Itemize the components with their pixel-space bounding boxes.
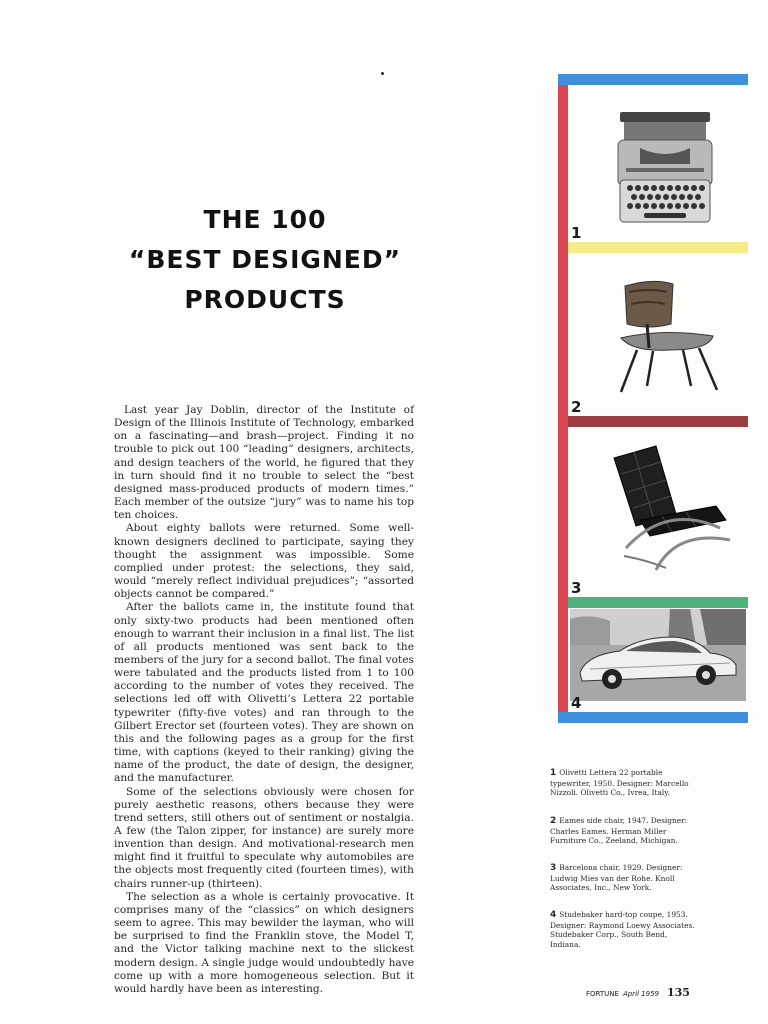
caption-text: Olivetti Lettera 22 portable typewriter, 1950. Designer: Marcello Nizzoli. Olivetti Co., Ivrea, Italy. (550, 768, 689, 798)
caption-number: 1 (550, 768, 557, 778)
article-title (100, 200, 430, 320)
blue-band-bottom (558, 712, 748, 723)
chair-icon (613, 278, 723, 398)
green-band (568, 597, 748, 608)
lounge-chair-icon (606, 444, 736, 574)
caption-number: 2 (550, 816, 557, 826)
blue-band-top (558, 74, 748, 85)
maroon-band (568, 416, 748, 427)
typewriter-icon (610, 108, 720, 228)
printer-dot (381, 72, 384, 75)
title-line-3: PRODUCTS (184, 285, 346, 314)
red-vertical-bar (558, 85, 568, 715)
caption-4 (550, 910, 698, 949)
title-line-1: THE 100 (203, 205, 327, 234)
body-paragraph: About eighty ballots were returned. Some well-known designers declined to participate, saying they thought the assignment was impossible. Some complied under protest: the selections, they said, would “merely reflect individual prejudices”; “assorted objects cannot be compared.” (114, 522, 414, 601)
body-paragraph: Last year Jay Doblin, director of the Institute of Design of the Illinois Institute of Technology, embarked on a fascinating—and brash—project. Finding it no trouble to pick out 100 “leading” designers, architects, and design teachers of the world, he figured that they in turn should find it no trouble to select the “best designed mass-produced products of modern times.” Each member of the outsize “jury” was to name his top ten choices. (114, 404, 414, 522)
caption-2 (550, 816, 698, 846)
body-paragraph: Some of the selections obviously were chosen for purely aesthetic reasons, others because they were trend setters, still others out of sentiment or nostalgia. A few (the Talon zipper, for instance) are surely more invention than design. And motivational-research men might find it fruitful to speculate why automobiles are the objects most frequently cited (fourteen times), with chairs runner-up (thirteen). (114, 785, 414, 890)
caption-text: Barcelona chair, 1929. Designer: Ludwig Mies van der Rohe. Knoll Associates, Inc., New York. (550, 863, 683, 893)
article-body (114, 404, 414, 996)
figure-number: 2 (571, 398, 582, 416)
caption-text: Studebaker hard-top coupe, 1953. Designer: Raymond Loewy Associates. Studebaker Corp., South Bend, Indiana. (550, 910, 695, 949)
caption-text: Eames side chair, 1947. Designer: Charles Eames. Herman Miller Furniture Co., Zeeland, Michigan. (550, 816, 688, 846)
caption-3 (550, 863, 698, 893)
product-figure-column (558, 74, 750, 724)
page-number: 135 (667, 986, 690, 999)
yellow-band (568, 242, 748, 253)
magazine-name: FORTUNE (586, 990, 619, 998)
car-icon (570, 609, 746, 701)
body-paragraph: The selection as a whole is certainly provocative. It comprises many of the “classics” on which designers seem to agree. This may bewilder the layman, who will be surprised to find the Franklin stove, the Model T, and the Victor talking machine next to the slickest modern design. A single judge would undoubtedly have come up with a more homogeneous selection. But it would hardly have been as interesting. (114, 890, 414, 995)
figure-number: 4 (571, 694, 582, 712)
figure-number: 1 (571, 224, 582, 242)
issue-date: April 1959 (622, 990, 659, 998)
caption-1 (550, 768, 698, 798)
page-footer (586, 986, 690, 999)
caption-number: 4 (550, 910, 557, 920)
title-line-2: “BEST DESIGNED” (128, 245, 402, 274)
body-paragraph: After the ballots came in, the institute found that only sixty-two products had been mentioned often enough to warrant their inclusion in a final list. The list of all products mentioned was sent back to the members of the jury for a second ballot. The final votes were tabulated and the products listed from 1 to 100 according to the number of votes they received. The selections led off with Olivetti’s Lettera 22 portable typewriter (fifty-five votes) and ran through to the Gilbert Erector set (fourteen votes). They are shown on this and the following pages as a group for the first time, with captions (keyed to their ranking) giving the name of the product, the date of design, the designer, and the manufacturer. (114, 601, 414, 785)
figure-number: 3 (571, 579, 582, 597)
caption-number: 3 (550, 863, 557, 873)
